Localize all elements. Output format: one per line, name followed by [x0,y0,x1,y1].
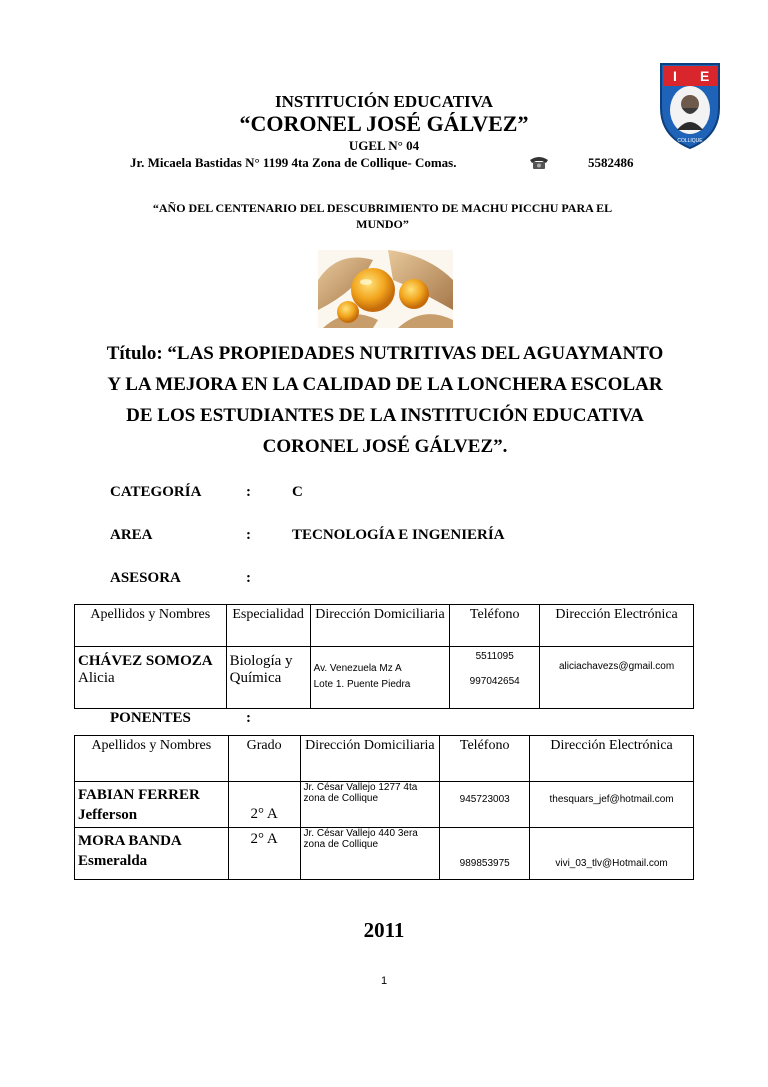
title-line3: DE LOS ESTUDIANTES DE LA INSTITUCIÓN EDUCATIVA [126,405,644,426]
ponente-email[interactable]: vivi_03_tlv@Hotmail.com [530,828,694,880]
header-specialty: Especialidad [226,605,310,647]
address-line2: Lote 1. Puente Piedra [313,679,411,690]
ponente-surname: FABIAN FERRER [78,787,200,803]
document-year: 2011 [363,918,405,942]
header-name: Apellidos y Nombres [75,605,227,647]
asesora-given-name: Alicia [78,670,115,686]
aguaymanto-fruit-image [318,250,453,328]
categoria-value: C [292,484,303,500]
svg-text:E: E [700,68,710,84]
ponente-grade: 2° A [228,782,300,828]
area-colon: : [246,527,251,543]
school-name: “CORONEL JOSÉ GÁLVEZ” [239,111,529,136]
asesora-surname: CHÁVEZ SOMOZA [78,653,213,669]
page-number: 1 [380,975,388,987]
ponentes-header-row [75,736,694,782]
asesora-colon: : [246,570,251,586]
asesora-table [74,604,694,709]
project-title [95,338,675,462]
asesora-phone [450,647,540,709]
header-email: Dirección Electrónica [530,736,694,782]
header-email: Dirección Electrónica [540,605,694,647]
ponente-grade: 2° A [228,828,300,880]
year-motto-line2: MUNDO” [356,217,409,231]
specialty-line1: Biología y [229,653,293,669]
school-phone: 5582486 [588,155,634,170]
asesora-header-row [75,605,694,647]
header-phone: Teléfono [440,736,530,782]
asesora-address [310,647,450,709]
ponente-surname: MORA BANDA [78,833,182,849]
specialty-line2: Química [229,670,282,686]
header-address: Dirección Domiciliaria [300,736,440,782]
categoria-label: CATEGORÍA [110,484,202,500]
year-motto [120,200,645,232]
ponente-email[interactable]: thesquars_jef@hotmail.com [530,782,694,828]
area-label: AREA [110,527,153,543]
ponentes-label: PONENTES [110,710,191,726]
ponente-address: Jr. César Vallejo 440 3era zona de Collique [300,828,440,880]
ponente-phone: 945723003 [440,782,530,828]
area-value: TECNOLOGÍA E INGENIERÍA [292,527,505,543]
title-line4: CORONEL JOSÉ GÁLVEZ”. [262,436,508,457]
title-line1: Título: “LAS PROPIEDADES NUTRITIVAS DEL AGUAYMANTO [106,343,664,364]
table-row [75,828,694,880]
school-address: Jr. Micaela Bastidas N° 1199 4ta Zona de Collique- Comas. [130,155,457,170]
telephone-icon [528,154,550,170]
header-phone: Teléfono [450,605,540,647]
header-name: Apellidos y Nombres [75,736,229,782]
year-motto-line1: “AÑO DEL CENTENARIO DEL DESCUBRIMIENTO DE MACHU PICCHU PARA EL [152,201,613,215]
categoria-colon: : [246,484,251,500]
svg-text:COLLIQUE: COLLIQUE [677,138,703,144]
svg-text:I: I [673,68,677,84]
ponentes-table [74,735,694,880]
header-address: Dirección Domiciliaria [310,605,450,647]
ponente-name [75,782,229,828]
asesora-email[interactable]: aliciachavezs@gmail.com [540,647,694,709]
phone-line2: 997042654 [469,676,520,687]
ponente-given-name: Esmeralda [78,853,148,869]
ponente-name [75,828,229,880]
header-grade: Grado [228,736,300,782]
ugel-label: UGEL N° 04 [348,138,420,153]
ponente-phone: 989853975 [440,828,530,880]
asesora-label: ASESORA [110,570,181,586]
phone-line1: 5511095 [475,651,514,662]
asesora-specialty [226,647,310,709]
address-line1: Av. Venezuela Mz A [313,663,402,674]
asesora-name [75,647,227,709]
title-line2: Y LA MEJORA EN LA CALIDAD DE LA LONCHERA ESCOLAR [107,374,663,395]
ponente-address: Jr. César Vallejo 1277 4ta zona de Collique [300,782,440,828]
table-row [75,647,694,709]
table-row [75,782,694,828]
institution-label: INSTITUCIÓN EDUCATIVA [274,92,494,111]
ponente-given-name: Jefferson [78,807,138,823]
ponentes-colon: : [246,710,251,726]
